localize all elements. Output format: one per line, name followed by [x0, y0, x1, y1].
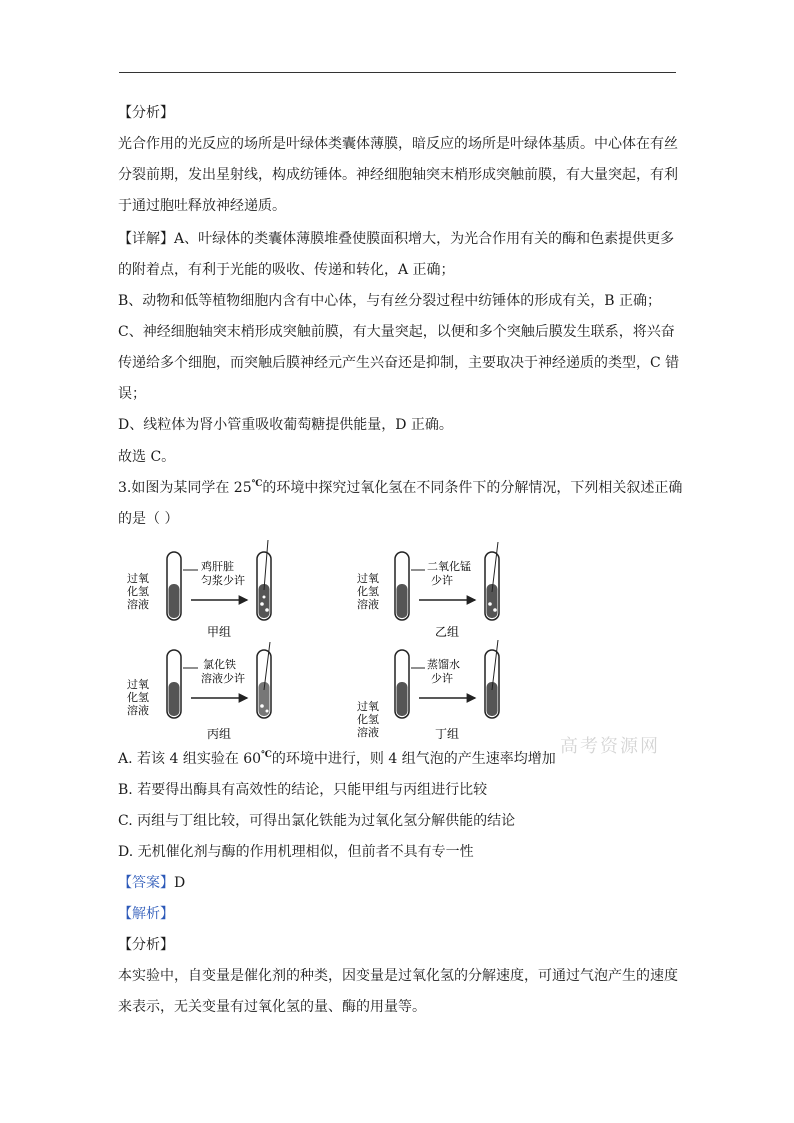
detail-line-c2: 传递给多个细胞，而突触后膜神经元产生兴奋还是抑制，主要取决于神经递质的类型，C 错 — [118, 355, 680, 371]
option-a — [118, 750, 678, 770]
h2o2-label-1: 过氧 — [127, 678, 149, 691]
answer-label: 【答案】 — [118, 875, 174, 891]
solution — [397, 682, 408, 716]
bubble — [265, 608, 269, 612]
watermark: 高考资源网 — [560, 736, 660, 757]
option-a-post: 的环境中进行，则 4 组气泡的产生速率均增加 — [271, 751, 556, 767]
reagent-label-2: 溶液少许 — [201, 672, 245, 685]
group-ding — [357, 640, 499, 740]
detail-line-2: 的附着点，有利于光能的吸收、传递和转化，A 正确； — [118, 262, 455, 278]
h2o2-label-2: 化氢 — [127, 691, 149, 704]
conclusion-line: 故选 C。 — [118, 449, 176, 465]
option-c: C. 丙组与丁组比较，可得出氯化铁能为过氧化氢分解供能的结论 — [118, 813, 516, 829]
top-rule — [119, 72, 676, 73]
bubble — [488, 602, 492, 606]
option-d: D. 无机催化剂与酶的作用机理相似，但前者不具有专一性 — [118, 844, 474, 860]
h2o2-label-3: 溶液 — [127, 704, 149, 717]
detail-line-1: 【详解】A、叶绿体的类囊体薄膜堆叠使膜面积增大，为光合作用有关的酶和色素提供更多 — [118, 231, 675, 247]
h2o2-label-1: 过氧 — [357, 700, 379, 713]
h2o2-label-2: 化氢 — [127, 585, 149, 598]
option-a-pre: A. 若该 4 组实验在 60 — [118, 751, 262, 767]
group-label-jia: 甲组 — [207, 625, 232, 639]
detail-line-c1: C、神经细胞轴突末梢形成突触前膜，有大量突起，以便和多个突触后膜发生联系，将兴奋 — [118, 324, 675, 340]
reagent-label-1: 氯化铁 — [203, 658, 236, 671]
answer-line — [118, 874, 678, 892]
h2o2-label-3: 溶液 — [357, 726, 379, 739]
reagent-label-1: 二氧化锰 — [427, 560, 471, 573]
group-jia — [127, 540, 271, 639]
group-bing — [127, 642, 271, 740]
temp-unit: ℃ — [251, 479, 263, 489]
solution — [397, 584, 408, 618]
bubble — [263, 596, 266, 599]
experiment-figure — [125, 540, 515, 740]
question-stem-post: 的环境中探究过氧化氢在不同条件下的分解情况，下列相关叙述正确 — [262, 480, 683, 496]
bubble — [260, 602, 264, 606]
option-b: B. 若要得出酶具有高效性的结论，只能甲组与丙组进行比较 — [118, 782, 488, 798]
h2o2-label-3: 溶液 — [357, 598, 379, 611]
group-label-bing: 丙组 — [207, 727, 232, 740]
question-stem-line-2: 的是（ ） — [118, 511, 179, 527]
detail-line-c3: 误； — [118, 386, 146, 402]
analysis-line-3: 于通过胞吐释放神经递质。 — [118, 198, 286, 214]
question-stem-pre: 3.如图为某同学在 25 — [118, 480, 252, 496]
jiexi-heading: 【解析】 — [118, 906, 174, 922]
reagent-label-2: 少许 — [431, 574, 453, 587]
h2o2-label-2: 化氢 — [357, 713, 379, 726]
analysis2-heading: 【分析】 — [118, 937, 174, 953]
detail-line-d: D、线粒体为肾小管重吸收葡萄糖提供能量，D 正确。 — [118, 417, 453, 433]
question-stem-line-1 — [118, 479, 683, 499]
analysis-heading: 【分析】 — [118, 105, 174, 121]
explanation-line-2: 来表示，无关变量有过氧化氢的量、酶的用量等。 — [118, 999, 426, 1015]
answer-value: D — [174, 875, 186, 891]
bubble — [260, 704, 264, 708]
group-yi — [357, 542, 499, 639]
explanation-line-1: 本实验中，自变量是催化剂的种类，因变量是过氧化氢的分解速度，可通过气泡产生的速度 — [118, 968, 678, 984]
group-label-ding: 丁组 — [435, 727, 460, 740]
reagent-label-2: 匀浆少许 — [201, 574, 245, 587]
solution — [169, 682, 180, 716]
reagent-label-2: 少许 — [431, 672, 453, 685]
bubble — [493, 608, 497, 612]
detail-line-b: B、动物和低等植物细胞内含有中心体，与有丝分裂过程中纺锤体的形成有关，B 正确； — [118, 293, 662, 309]
analysis-line-2: 分裂前期，发出星射线，构成纺锤体。神经细胞轴突末梢形成突触前膜，有大量突起，有利 — [118, 167, 678, 183]
h2o2-label-3: 溶液 — [127, 598, 149, 611]
analysis-line-1: 光合作用的光反应的场所是叶绿体类囊体薄膜，暗反应的场所是叶绿体基质。中心体在有丝 — [118, 136, 678, 152]
h2o2-label-1: 过氧 — [357, 572, 379, 585]
reagent-label-1: 蒸馏水 — [427, 658, 460, 671]
solution — [169, 584, 180, 618]
reagent-label-1: 鸡肝脏 — [201, 560, 234, 573]
bubble — [266, 710, 269, 713]
h2o2-label-2: 化氢 — [357, 585, 379, 598]
h2o2-label-1: 过氧 — [127, 572, 149, 585]
group-label-yi: 乙组 — [435, 625, 460, 639]
temp-unit: ℃ — [261, 750, 272, 760]
